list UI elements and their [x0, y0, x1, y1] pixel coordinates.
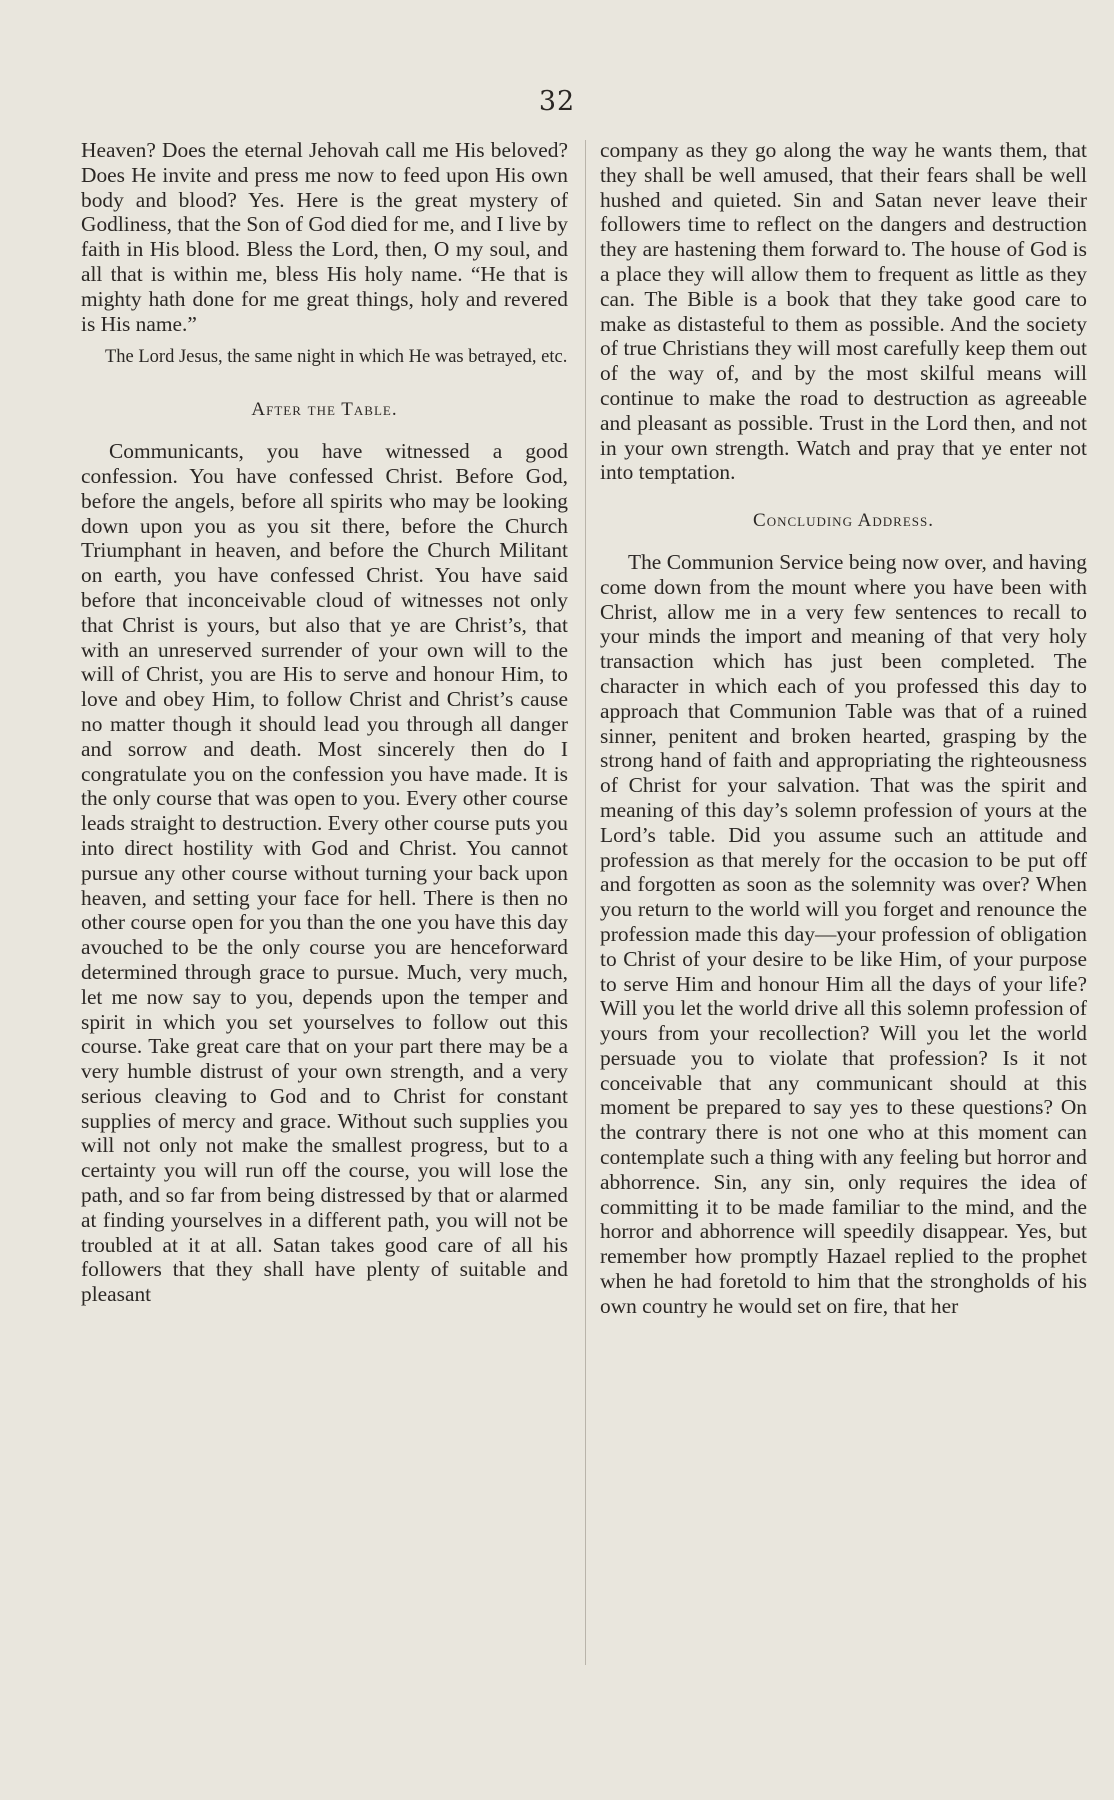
left-column — [81, 138, 568, 1307]
section-heading-concluding-address: Concluding Address. — [753, 510, 934, 532]
column-divider — [585, 140, 586, 1665]
page-number: 32 — [538, 86, 576, 117]
rubric-note: The Lord Jesus, the same night in which He was betrayed, etc. — [105, 347, 568, 368]
right-paragraph-1: company as they go along the way he wants them, that they shall be well amused, that their fears shall be well hushed and quieted. Sin and Satan never leave their followers time to reflect on the dangers and destruction they are hastening them forward to. The house of God is a place they will allow them to frequent as little as they can. The Bible is a book that they take good care to make as distasteful to them as possible. And the society of true Christians they will most carefully keep them out of the way of, and by the most skilful means will continue to make the road to destruction as agreeable and pleasant as possible. Trust in the Lord then, and not in your own strength. Watch and pray that ye enter not into temptation. — [600, 138, 1087, 485]
section-heading-after-table: After the Table. — [251, 399, 398, 421]
left-paragraph-2: Communicants, you have witnessed a good confession. You have confessed Christ. Before God, before the angels, before all spirits who may be looking down upon you as you sit there, before the Church Triumphant in heaven, and before the Church Militant on earth, you have confessed Christ. You have said before that inconceivable cloud of witnesses not only that Christ is yours, but also that ye are Christ’s, that with an unreserved surrender of your own will to the will of Christ, you are His to serve and honour Him, to love and obey Him, to follow Christ and Christ’s cause no matter though it should lead you through all danger and sorrow and death. Most sincerely then do I congratulate you on the confession you have made. It is the only course that was open to you. Every other course leads straight to destruction. Every other course puts you into direct hostility with God and Christ. You cannot pursue any other course without turning your back upon heaven, and setting your face for hell. There is then no other course open for you than the one you have this day avouched to be the only course you are henceforward determined through grace to pursue. Much, very much, let me now say to you, depends upon the temper and spirit in which you set yourselves to follow out this course. Take great care that on your part there may be a very humble distrust of your own strength, and a very serious cleaving to God and to Christ for constant supplies of mercy and grace. Without such supplies you will not only not make the smallest progress, but to a certainty you will run off the course, you will lose the path, and so far from being distressed by that or alarmed at finding yourselves in a different path, you will not be troubled at it at all. Satan takes good care of all his followers that they shall have plenty of suitable and pleasant — [81, 439, 568, 1307]
right-column — [600, 138, 1087, 1319]
right-paragraph-2: The Communion Service being now over, and having come down from the mount where you have been with Christ, allow me in a very few sentences to recall to your minds the import and meaning of that very holy transaction which has just been completed. The character in which each of you professed this day to approach that Communion Table was that of a ruined sinner, penitent and broken hearted, grasping by the strong hand of faith and appropriating the righteousness of Christ for your salvation. That was the spirit and meaning of this day’s solemn profession of yours at the Lord’s table. Did you assume such an attitude and profession as that merely for the occasion to be put off and forgotten as soon as the solemnity was over? When you return to the world will you forget and renounce the profession made this day—your profession of obligation to Christ of your desire to be like Him, of your purpose to serve Him and honour Him all the days of your life? Will you let the world drive all this solemn profession of yours from your recollection? Will you let the world persuade you to violate that profession? Is it not conceivable that any communicant should at this moment be prepared to say yes to these questions? On the contrary there is not one who at this moment can contemplate such a thing with any feeling but horror and abhorrence. Sin, any sin, only requires the idea of committing it to be made familiar to the mind, and the horror and abhorrence will speedily disappear. Yes, but remember how promptly Hazael replied to the prophet when he had foretold to him that the strongholds of his own country he would set on fire, that her — [600, 549, 1087, 1318]
left-paragraph-1: Heaven? Does the eternal Jehovah call me His beloved? Does He invite and press me now to feed upon His own body and blood? Yes. Here is the great mystery of Godliness, that the Son of God died for me, and I live by faith in His blood. Bless the Lord, then, O my soul, and all that is within me, bless His holy name. “He that is mighty hath done for me great things, holy and revered is His name.” — [81, 138, 568, 336]
